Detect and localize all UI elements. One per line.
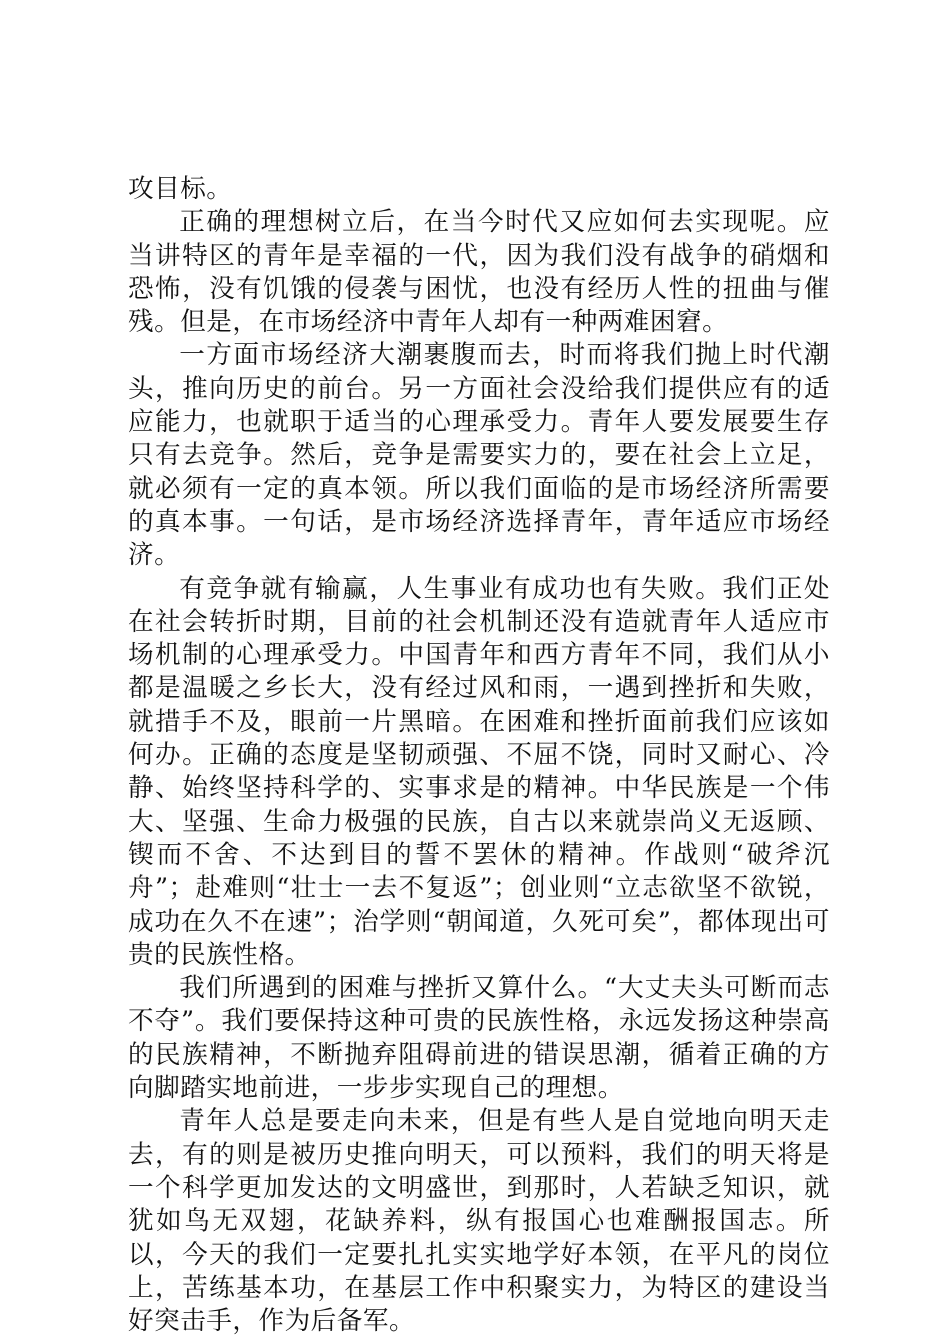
paragraph-future: 青年人总是要走向未来，但是有些人是自觉地向明天走去，有的则是被历史推向明天，可以预料，我们的明天将是一个科学更加发达的文明盛世，到那时，人若缺乏知识，就犹如鸟无双翅，花缺养料，纵有报国心也难酬报国志。所以，今天的我们一定要扎扎实实地学好本领，在平凡的岗位上，苦练基本功，在基层工作中积聚实力，为特区的建设当好突击手，作为后备军。 <box>128 1106 830 1337</box>
document-page <box>128 173 830 1338</box>
paragraph-realizing-ideals: 正确的理想树立后，在当今时代又应如何去实现呢。应当讲特区的青年是幸福的一代，因为我们没有战争的硝烟和恐怖，没有饥饿的侵袭与困忧，也没有经历人性的扭曲与催残。但是，在市场经济中青年人却有一种两难困窘。 <box>128 207 830 338</box>
paragraph-difficulties: 我们所遇到的困难与挫折又算什么。“大丈夫头可断而志不夺”。我们要保持这种可贵的民族性格，永远发扬这种崇高的民族精神，不断抛弃阻碍前进的错误思潮，循着正确的方向脚踏实地前进，一步步实现自己的理想。 <box>128 973 830 1104</box>
paragraph-competition: 有竞争就有输赢，人生事业有成功也有失败。我们正处在社会转折时期，目前的社会机制还没有造就青年人适应市场机制的心理承受力。中国青年和西方青年不同，我们从小都是温暖之乡长大，没有经过风和雨，一遇到挫折和失败，就措手不及，眼前一片黑暗。在困难和挫折面前我们应该如何办。正确的态度是坚韧顽强、不屈不饶，同时又耐心、冷静、始终坚持科学的、实事求是的精神。中华民族是一个伟大、坚强、生命力极强的民族，自古以来就崇尚义无返顾、锲而不舍、不达到目的誓不罢休的精神。作战则“破斧沉舟”；赴难则“壮士一去不复返”；创业则“立志欲坚不欲锐，成功在久不在速”；治学则“朝闻道，久死可矣”，都体现出可贵的民族性格。 <box>128 573 830 970</box>
paragraph-continuation: 攻目标。 <box>128 174 233 204</box>
paragraph-market-economy: 一方面市场经济大潮裹腹而去，时而将我们抛上时代潮头，推向历史的前台。另一方面社会没给我们提供应有的适应能力，也就职于适当的心理承受力。青年人要发展要生存只有去竞争。然后，竞争是需要实力的，要在社会上立足，就必须有一定的真本领。所以我们面临的是市场经济所需要的真本事。一句话，是市场经济选择青年，青年适应市场经济。 <box>128 340 830 571</box>
